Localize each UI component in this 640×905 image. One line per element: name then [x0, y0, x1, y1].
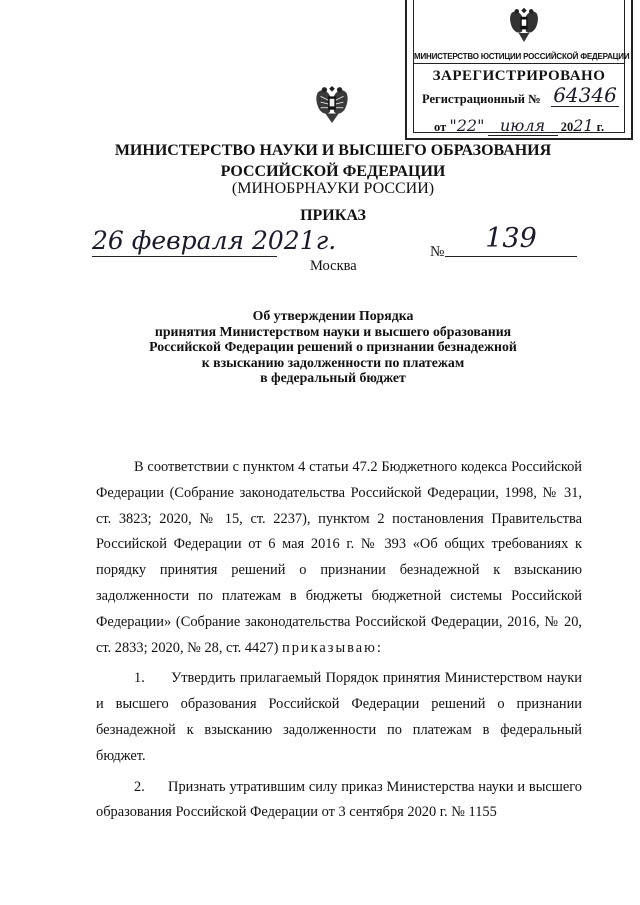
- ministry-line-2: РОССИЙСКОЙ ФЕДЕРАЦИИ: [220, 163, 446, 180]
- city: Москва: [310, 258, 357, 274]
- stamp-date-prefix: от: [434, 120, 447, 134]
- item-1-text: Утвердить прилагаемый Порядок принятия Министерством науки и высшего образования Российской Федерации решений о признании безнадежной к взысканию задолженности по платежам в федеральный бюджет.: [96, 670, 582, 764]
- order-body: [96, 455, 582, 831]
- subject-line-5: в федеральный бюджет: [260, 370, 406, 386]
- ministry-short-name: (МИНОБРНАУКИ РОССИИ): [231, 180, 435, 197]
- stamp-regnum-label: Регистрационный №: [422, 92, 541, 106]
- item-1-number: 1.: [134, 670, 145, 687]
- subject-line-1: Об утверждении Порядка: [252, 308, 414, 323]
- subject-line-3: Российской Федерации решений о признании безнадежной: [149, 339, 517, 355]
- preamble-text: В соответствии с пунктом 4 статьи 47.2 Бюджетного кодекса Российской Федерации (Собрание законодательства Российской Федерации, 1998, № 31, ст. 3823; 2020, № 15, ст. 2237), пунктом 2 постановления Правительства Российской Федерации от 6 мая 2016 г. № 393 «Об общих требованиях к порядку принятия решений о признании безнадежной к взысканию задолженности по платежам в бюджеты бюджетной системы Российской Федерации» (Собрание законодательства Российской Федерации, 2016, № 20, ст. 2833; 2020, № 28, ст. 4427): [96, 459, 582, 656]
- stamp-title: ЗАРЕГИСТРИРОВАНО: [432, 68, 606, 84]
- stamp-date-day: "22": [449, 116, 485, 135]
- order-subject: [120, 308, 546, 386]
- item-2-number: 2.: [134, 778, 145, 795]
- stamp-date: [434, 116, 604, 136]
- stamp-date-year-prefix: 20: [560, 120, 574, 134]
- stamp-date-year-suffix: 21: [573, 116, 594, 135]
- preamble-paragraph: [96, 455, 582, 661]
- stamp-inner-frame: [413, 0, 630, 135]
- number-label: №: [430, 244, 445, 260]
- subject-line-2: принятия Министерством науки и высшего образования: [154, 323, 512, 339]
- coat-of-arms-icon: [313, 83, 351, 125]
- ministry-line-1: МИНИСТЕРСТВО НАУКИ И ВЫСШЕГО ОБРАЗОВАНИЯ: [114, 142, 552, 159]
- order-number: 139: [445, 222, 577, 257]
- stamp-regnum-value: 64346: [551, 84, 619, 107]
- document-type: ПРИКАЗ: [300, 207, 366, 224]
- ministry-name: [0, 140, 640, 182]
- item-1-paragraph: [96, 666, 582, 769]
- stamp-divider: [414, 63, 624, 64]
- registration-stamp: [405, 0, 633, 140]
- stamp-organization: МИНИСТЕРСТВО ЮСТИЦИИ РОССИЙСКОЙ ФЕДЕРАЦИИ: [414, 52, 630, 61]
- order-word: приказываю:: [282, 639, 383, 656]
- coat-of-arms-icon: [506, 4, 542, 44]
- signing-date: 26 февраля 2021г.: [92, 226, 337, 255]
- item-2-paragraph: [96, 775, 582, 827]
- stamp-date-month: июля: [488, 116, 558, 136]
- stamp-date-suffix: г.: [596, 120, 605, 134]
- item-2-text: Признать утратившим силу приказ Министерства науки и высшего образования Российской Федерации от 3 сентября 2020 г. № 1155: [96, 778, 582, 821]
- subject-line-4: к взысканию задолженности по платежам: [201, 354, 465, 370]
